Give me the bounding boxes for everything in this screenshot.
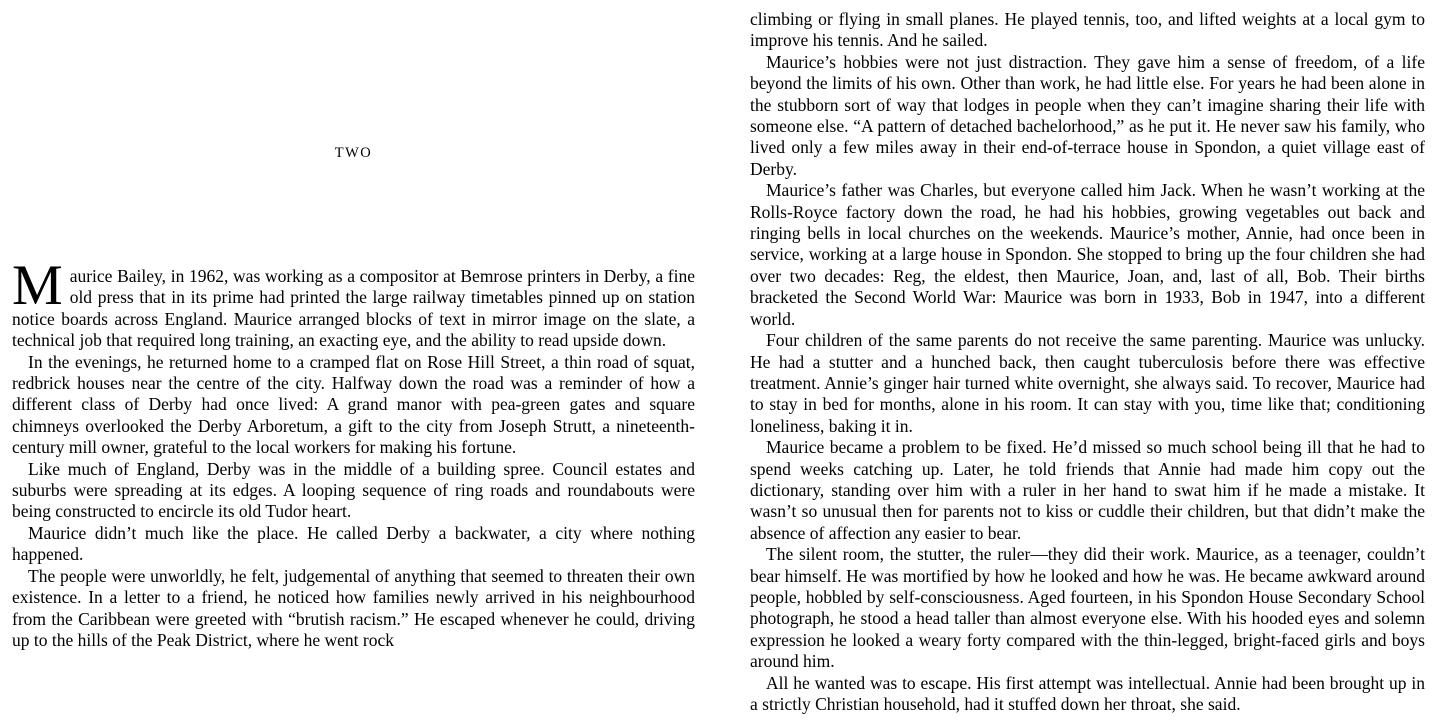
left-page bbox=[12, 0, 695, 727]
paragraph: Like much of England, Derby was in the middle of a building spree. Council estates and suburbs were spreading at its edges. A looping sequence of ring roads and roundabouts were being constructed to encircle its old Tudor heart. bbox=[12, 458, 695, 522]
paragraph: Maurice’s father was Charles, but everyone called him Jack. When he wasn’t working at the Rolls-Royce factory down the road, he had his hobbies, growing vegetables out back and ringing bells in local churches on the weekends. Maurice’s mother, Annie, had once been in service, working at a large house in Spondon. She stopped to bring up the four children she had over two decades: Reg, the eldest, then Maurice, Joan, and, last of all, Bob. Their births bracketed the Second World War: Maurice was born in 1933, Bob in 1947, into a different world. bbox=[750, 180, 1425, 329]
opening-paragraph bbox=[12, 254, 695, 352]
paragraph: Maurice didn’t much like the place. He called Derby a backwater, a city where nothing happened. bbox=[12, 522, 695, 565]
paragraph: The people were unworldly, he felt, judgemental of anything that seemed to threaten their own existence. In a letter to a friend, he noticed how families newly arrived in his neighbourhood from the Caribbean were greeted with “brutish racism.” He escaped whenever he could, driving up to the hills of the Peak District, where he went rock bbox=[12, 565, 695, 650]
right-page bbox=[750, 0, 1425, 727]
opening-paragraph-text: aurice Bailey, in 1962, was working as a compositor at Bemrose printers in Derby, a fine old press that in its prime had printed the large railway timetables pinned up on station notice boards across England. Maurice arranged blocks of text in mirror image on the slate, a technical job that required long training, an exacting eye, and the ability to read upside down. bbox=[12, 266, 695, 351]
paragraph: In the evenings, he returned home to a cramped flat on Rose Hill Street, a thin road of squat, redbrick houses near the centre of the city. Halfway down the road was a reminder of how a different class of Derby had once lived: A grand manor with pea-green gates and square chimneys overlooked the Derby Arboretum, a gift to the city from Joseph Strutt, a nineteenth-century mill owner, grateful to the local workers for making his fortune. bbox=[12, 351, 695, 458]
paragraph: Four children of the same parents do not receive the same parenting. Maurice was unlucky. He had a stutter and a hunched back, then caught tuberculosis before there was effective treatment. Annie’s ginger hair turned white overnight, she always said. To recover, Maurice had to stay in bed for months, alone in his room. It can stay with you, time like that; conditioning loneliness, baking it in. bbox=[750, 330, 1425, 436]
chapter-heading: TWO bbox=[334, 145, 373, 161]
paragraph: The silent room, the stutter, the ruler—they did their work. Maurice, as a teenager, couldn’t bear himself. He was mortified by how he looked and how he was. He became awkward around people, hobbled by self-consciousness. Aged fourteen, in his Spondon House Secondary School photograph, he stood a head taller than almost everyone else. With his hooded eyes and solemn expression he looked a weary forty compared with the thin-legged, bright-faced girls and boys around him. bbox=[750, 544, 1425, 672]
continuation-paragraph: climbing or flying in small planes. He played tennis, too, and lifted weights at a local gym to improve his tennis. And he sailed. bbox=[750, 9, 1425, 51]
paragraph: Maurice’s hobbies were not just distraction. They gave him a sense of freedom, of a life beyond the limits of his own. Other than work, he had little else. For years he had been alone in the stubborn sort of way that lodges in people when they can’t imagine sharing their life with someone else. “A pattern of detached bachelorhood,” as he put it. He never saw his family, who lived only a few miles away in their end-of-terrace house in Spondon, a quiet village east of Derby. bbox=[750, 51, 1425, 179]
left-page-body bbox=[12, 254, 695, 651]
paragraph: All he wanted was to escape. His first attempt was intellectual. Annie had been brought up in a strictly Christian household, had it stuffed down her throat, she said. bbox=[750, 672, 1425, 714]
dropcap-letter: M bbox=[12, 254, 63, 317]
paragraph: Maurice became a problem to be fixed. He’d missed so much school being ill that he had to spend weeks catching up. Later, he told friends that Annie had made him copy out the dictionary, standing over him with a ruler in her hand to swat him if he made a mistake. It wasn’t so unusual then for parents not to kiss or cuddle their children, but that didn’t make the absence of affection any easier to bear. bbox=[750, 437, 1425, 543]
